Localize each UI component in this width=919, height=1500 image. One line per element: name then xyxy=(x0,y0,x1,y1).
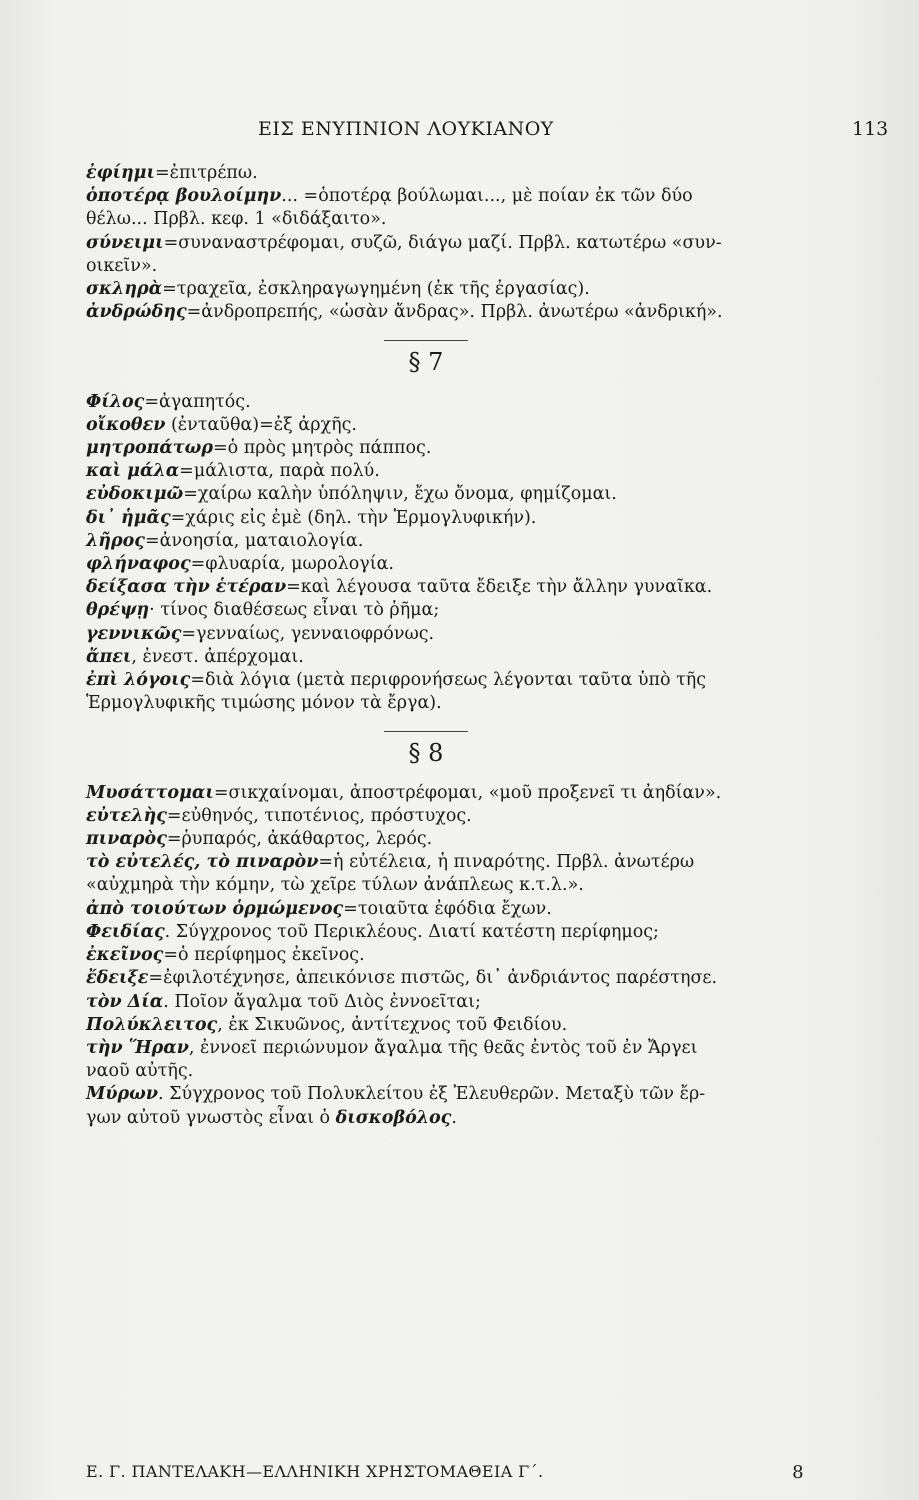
gloss-line xyxy=(86,483,766,506)
gloss-text: ... =ὁποτέρᾳ βούλωμαι..., μὲ ποίαν ἐκ τῶν δύο xyxy=(281,186,693,207)
gloss-term: δισκοβόλος xyxy=(335,1107,452,1128)
gloss-term: φλήναφος xyxy=(86,554,191,575)
gloss-term: τὴν Ἥραν xyxy=(86,1037,189,1058)
gloss-text: , ἐννοεῖ περιώνυμον ἄγαλμα τῆς θεᾶς ἐντὸς τοῦ ἐν Ἄργει xyxy=(188,1037,698,1058)
gloss-text: =ῥυπαρός, ἀκάθαρτος, λερός. xyxy=(166,829,433,850)
gloss-line xyxy=(86,921,766,944)
gloss-term: εὐτελὴς xyxy=(86,805,167,826)
gloss-line xyxy=(86,828,766,851)
gloss-line xyxy=(86,646,766,669)
gloss-line xyxy=(86,669,766,692)
gloss-text: =συναναστρέφομαι, συζῶ, διάγω μαζί. Πρβλ. κατωτέρω «συν- xyxy=(163,232,722,253)
gloss-line xyxy=(86,967,766,990)
footer-book-title: Ε. Γ. ΠΑΝΤΕΛΑΚΗ—ΕΛΛΗΝΙΚΗ ΧΡΗΣΤΟΜΑΘΕΙΑ Γ΄. xyxy=(86,1462,544,1481)
gloss-term: ἔδειξε xyxy=(86,968,149,989)
gloss-line xyxy=(86,391,766,414)
gloss-text: =ἡ εὐτέλεια, ἡ πιναρότης. Πρβλ. ἀνωτέρω xyxy=(318,852,695,873)
gloss-text: οικεῖν». xyxy=(86,255,158,276)
gloss-term: σύνειμι xyxy=(86,232,164,253)
gloss-line xyxy=(86,301,766,324)
gloss-term: εὐδοκιμῶ xyxy=(86,484,184,505)
header-title: ΕΙΣ ΕΝΥΠΝΙΟΝ ΛΟΥΚΙΑΝΟΥ xyxy=(258,118,554,140)
gloss-text: =ἀνοησία, ματαιολογία. xyxy=(144,530,364,551)
gloss-text: =φλυαρία, μωρολογία. xyxy=(190,554,394,575)
gloss-text: . Ποῖον ἄγαλμα τοῦ Διὸς ἐννοεῖται; xyxy=(163,991,481,1012)
gloss-text: =ἐπιτρέπω. xyxy=(154,163,258,183)
gloss-text: =διὰ λόγια (μετὰ περιφρονήσεως λέγονται ταῦτα ὑπὸ τῆς xyxy=(190,670,707,691)
divider xyxy=(384,731,468,732)
gloss-term: ἀνδρώδης xyxy=(86,302,187,323)
gloss-line xyxy=(86,278,766,301)
gloss-text: . xyxy=(451,1107,457,1128)
gloss-term: τὸν Δία xyxy=(86,991,164,1012)
gloss-line xyxy=(86,1014,766,1037)
gloss-text: . Σύγχρονος τοῦ Περικλέους. Διατί κατέστη περίφημος; xyxy=(164,921,659,942)
gloss-term: πιναρὸς xyxy=(86,829,167,850)
gloss-term: Μύρων xyxy=(86,1084,158,1105)
commentary-body xyxy=(86,162,766,1130)
gloss-text: =τραχεῖα, ἐσκληραγωγημένη (ἐκ τῆς ἐργασίας). xyxy=(162,279,590,300)
gloss-line xyxy=(86,898,766,921)
gloss-line xyxy=(86,805,766,828)
gloss-text: =μάλιστα, παρὰ πολύ. xyxy=(179,461,380,482)
gloss-text: (ἐνταῦθα)=ἐξ ἀρχῆς. xyxy=(165,414,357,435)
gloss-term: δείξασα τὴν ἑτέραν xyxy=(86,577,287,598)
gloss-text: Ἑρμογλυφικῆς τιμώσης μόνον τὰ ἔργα). xyxy=(86,693,442,714)
section-7-heading: § 7 xyxy=(408,348,444,377)
gloss-term: Φειδίας xyxy=(86,921,165,942)
gloss-line xyxy=(86,208,766,231)
gloss-line xyxy=(86,1060,766,1083)
gloss-line xyxy=(86,255,766,278)
gloss-term: μητροπάτωρ xyxy=(86,438,213,459)
gloss-text: =χάρις εἰς ἐμὲ (δηλ. τὴν Ἑρμογλυφικήν). xyxy=(170,507,537,528)
gloss-line xyxy=(86,1107,766,1130)
gloss-line xyxy=(86,162,766,185)
page-number: 113 xyxy=(852,118,889,140)
gloss-line xyxy=(86,1083,766,1106)
gloss-text: =ἐφιλοτέχνησε, ἀπεικόνισε πιστῶς, δι᾽ ἀνδριάντος παρέστησε. xyxy=(148,968,718,989)
gloss-term: Μυσάττομαι xyxy=(86,782,214,803)
gloss-text: . Σύγχρονος τοῦ Πολυκλείτου ἐξ Ἐλευθερῶν. Μεταξὺ τῶν ἔρ- xyxy=(157,1084,706,1105)
gloss-text: =χαίρω καλὴν ὑπόληψιν, ἔχω ὄνομα, φημίζομαι. xyxy=(183,484,617,505)
gloss-text: , ἐκ Σικυῶνος, ἀντίτεχνος τοῦ Φειδίου. xyxy=(217,1014,568,1035)
gloss-line xyxy=(86,944,766,967)
footer-signature-mark: 8 xyxy=(792,1462,804,1483)
gloss-term: δι᾽ ἡμᾶς xyxy=(86,507,171,528)
gloss-line xyxy=(86,599,766,622)
gloss-line xyxy=(86,232,766,255)
gloss-line xyxy=(86,874,766,897)
gloss-line xyxy=(86,437,766,460)
gloss-term: Φίλος xyxy=(86,391,145,412)
gloss-line xyxy=(86,414,766,437)
gloss-term: Πολύκλειτος xyxy=(86,1014,218,1035)
gloss-line xyxy=(86,991,766,1014)
gloss-text: =εὐθηνός, τιποτένιος, πρόστυχος. xyxy=(166,805,472,826)
gloss-line xyxy=(86,553,766,576)
gloss-term: σκληρὰ xyxy=(86,279,163,300)
gloss-text: =τοιαῦτα ἐφόδια ἔχων. xyxy=(343,898,552,919)
gloss-text: =ἀνδροπρεπής, «ὡσὰν ἄνδρας». Πρβλ. ἀνωτέρω «ἀνδρική». xyxy=(186,302,723,323)
gloss-term: λῆρος xyxy=(86,530,145,551)
gloss-term: ἐπὶ λόγοις xyxy=(86,670,191,691)
gloss-text: γων αὐτοῦ γνωστὸς εἶναι ὁ xyxy=(86,1107,336,1128)
gloss-term: ἄπει xyxy=(86,646,132,667)
gloss-line xyxy=(86,1037,766,1060)
gloss-text: ναοῦ αὐτῆς. xyxy=(86,1061,194,1082)
gloss-text: =ὁ πρὸς μητρὸς πάππος. xyxy=(212,438,432,459)
gloss-term: τὸ εὐτελές, τὸ πιναρὸν xyxy=(86,852,319,873)
gloss-term: ἀπὸ τοιούτων ὁρμώμενος xyxy=(86,898,344,919)
gloss-text: , ἐνεστ. ἀπέρχομαι. xyxy=(131,646,304,667)
gloss-line xyxy=(86,782,766,805)
gloss-term: οἴκοθεν xyxy=(86,414,166,435)
gloss-term: ἐκεῖνος xyxy=(86,945,164,966)
divider xyxy=(384,340,468,341)
gloss-line xyxy=(86,185,766,208)
gloss-term: θρέψῃ xyxy=(86,600,150,621)
gloss-text: · τίνος διαθέσεως εἶναι τὸ ῥῆμα; xyxy=(149,600,440,621)
section-8-heading: § 8 xyxy=(408,739,444,768)
gloss-term: ὁποτέρᾳ βουλοίμην xyxy=(86,186,282,207)
gloss-term: καὶ μάλα xyxy=(86,461,180,482)
gloss-text: =σικχαίνομαι, ἀποστρέφομαι, «μοῦ προξενεῖ τι ἀηδίαν». xyxy=(213,782,722,803)
gloss-term: ἐφίημι xyxy=(86,163,155,183)
gloss-text: =καὶ λέγουσα ταῦτα ἔδειξε τὴν ἄλλην γυναῖκα. xyxy=(286,577,713,598)
gloss-text: =γενναίως, γενναιοφρόνως. xyxy=(181,623,435,644)
gloss-line xyxy=(86,530,766,553)
gloss-line xyxy=(86,851,766,874)
gloss-text: =ἀγαπητός. xyxy=(144,391,251,412)
gloss-line xyxy=(86,507,766,530)
gloss-text: «αὐχμηρὰ τὴν κόμην, τὼ χεῖρε τύλων ἀνάπλεως κ.τ.λ.». xyxy=(86,875,584,896)
gloss-line xyxy=(86,692,766,715)
gloss-term: γεννικῶς xyxy=(86,623,182,644)
gloss-text: θέλω... Πρβλ. κεφ. 1 «διδάξαιτο». xyxy=(86,209,387,230)
page-footer xyxy=(86,1462,804,1484)
gloss-line xyxy=(86,576,766,599)
gloss-line xyxy=(86,623,766,646)
gloss-line xyxy=(86,460,766,483)
running-header xyxy=(0,118,919,142)
gloss-text: =ὁ περίφημος ἐκεῖνος. xyxy=(163,945,365,966)
